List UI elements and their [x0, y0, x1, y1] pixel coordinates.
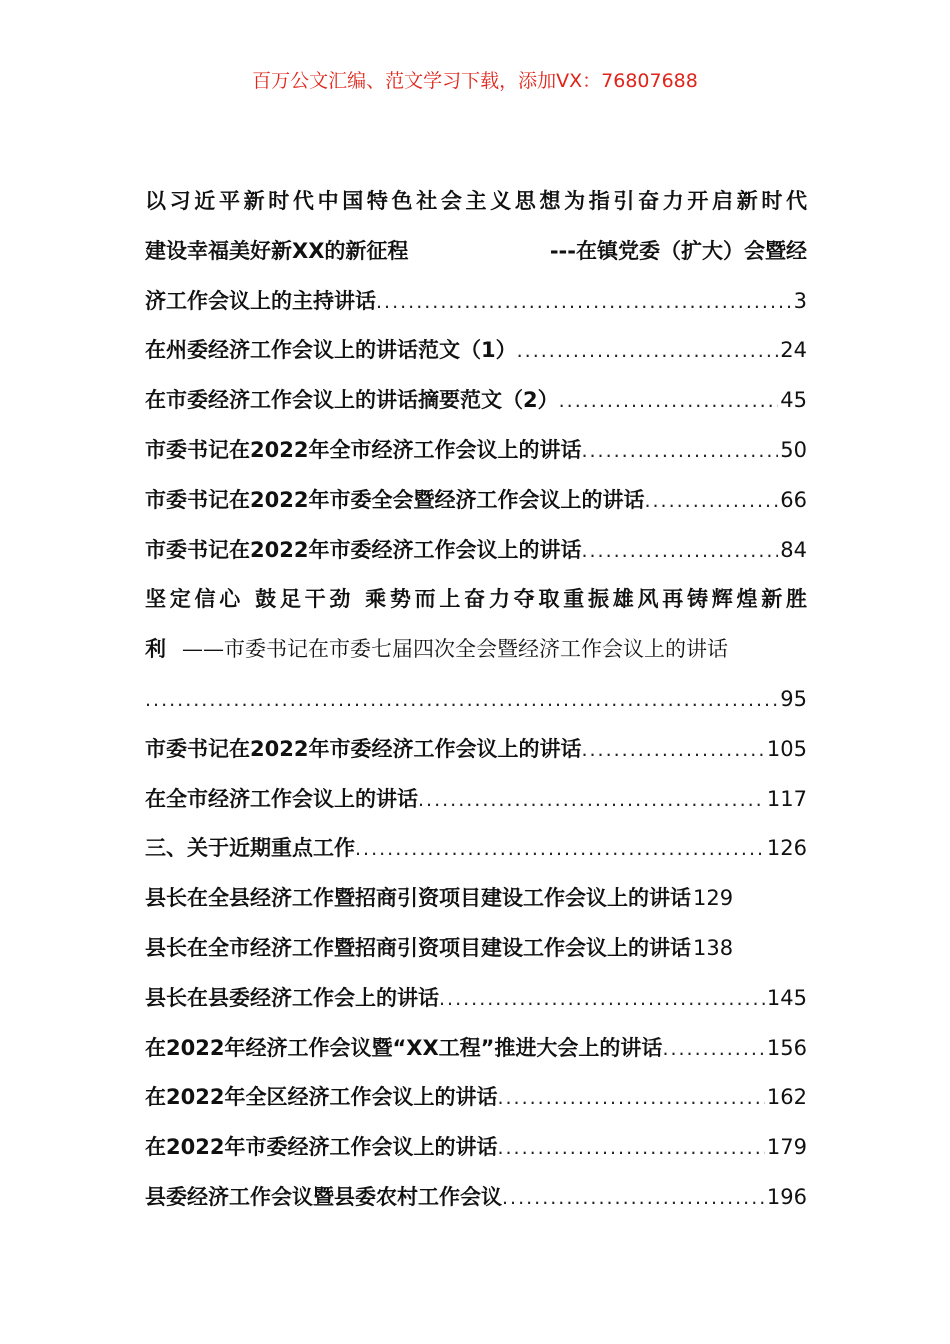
page-number: 105 [766, 736, 807, 761]
page-number: 66 [780, 487, 807, 512]
page-number: 3 [793, 288, 807, 313]
toc-entry-title: 在市委经济工作会议上的讲话摘要范文（2） [145, 388, 559, 413]
toc-entry-title: 在全市经济工作会议上的讲话 [145, 786, 418, 811]
page-number: 138 [693, 935, 734, 960]
toc-entry-title: 济工作会议上的主持讲话 [145, 288, 376, 313]
toc-entry-line[interactable] [145, 177, 807, 227]
toc-entry[interactable] [145, 974, 807, 1024]
page-number: 84 [780, 537, 807, 562]
toc-entry[interactable] [145, 376, 807, 426]
leader-dots [418, 776, 765, 825]
page-number: 129 [693, 886, 734, 911]
toc-entry-line[interactable] [145, 625, 807, 675]
leader-dots [581, 427, 778, 476]
leader-dots [497, 1074, 764, 1123]
page-number: 24 [780, 338, 807, 363]
toc-entry-line[interactable] [145, 227, 807, 277]
page-number: 156 [766, 1035, 807, 1060]
toc-entry[interactable] [145, 924, 807, 974]
leader-dots [559, 377, 779, 426]
toc-entry-line[interactable] [145, 675, 807, 725]
toc-entry[interactable] [145, 476, 807, 526]
leader-dots [355, 825, 765, 874]
leader-dots [581, 726, 764, 775]
page-number: 117 [766, 786, 807, 811]
toc-entry[interactable] [145, 1073, 807, 1123]
watermark-header: 百万公文汇编、范文学习下载，添加VX：76807688 [252, 70, 698, 92]
toc-entry[interactable] [145, 1173, 807, 1223]
toc-entry-title: 县委经济工作会议暨县委农村工作会议 [145, 1184, 502, 1209]
toc-entry-title: 县长在全市经济工作暨招商引资项目建设工作会议上的讲话 [145, 935, 691, 960]
table-of-contents [145, 177, 807, 1223]
leader-dots [497, 1124, 764, 1173]
toc-entry-title: 在2022年经济工作会议暨“XX工程”推进大会上的讲话 [145, 1035, 663, 1060]
toc-entry-title: 三、关于近期重点工作 [145, 836, 355, 861]
toc-entry-title: 县长在县委经济工作会上的讲话 [145, 985, 439, 1010]
toc-entry-title: 市委书记在2022年市委经济工作会议上的讲话 [145, 736, 582, 761]
leader-dots [581, 527, 778, 576]
page-number: 126 [766, 836, 807, 861]
toc-entry[interactable] [145, 326, 807, 376]
toc-entry-title: 坚定信心 鼓足干劲 乘势而上奋力夺取重振雄风再铸辉煌新胜 [145, 587, 807, 612]
toc-entry-title: 在2022年全区经济工作会议上的讲话 [145, 1085, 498, 1110]
toc-entry-subtitle: ---在镇党委（扩大）会暨经 [549, 238, 807, 263]
page-number: 95 [780, 686, 807, 711]
leader-dots [502, 1174, 765, 1223]
toc-entry-title: 市委书记在2022年全市经济工作会议上的讲话 [145, 437, 582, 462]
toc-entry[interactable] [145, 1123, 807, 1173]
toc-entry[interactable] [145, 874, 807, 924]
toc-entry-subtitle: ——市委书记在市委七届四次全会暨经济工作会议上的讲话 [182, 637, 728, 662]
toc-entry[interactable] [145, 775, 807, 825]
page-number: 145 [766, 985, 807, 1010]
toc-entry-line[interactable] [145, 277, 807, 327]
leader-dots [376, 278, 792, 327]
leader-dots [644, 477, 778, 526]
toc-entry-title: 市委书记在2022年市委经济工作会议上的讲话 [145, 537, 582, 562]
toc-entry[interactable] [145, 824, 807, 874]
toc-entry[interactable] [145, 725, 807, 775]
page-number: 162 [766, 1085, 807, 1110]
toc-entry-title: 市委书记在2022年市委全会暨经济工作会议上的讲话 [145, 487, 645, 512]
toc-entry[interactable] [145, 426, 807, 476]
page-number: 50 [780, 437, 807, 462]
leader-dots [439, 975, 765, 1024]
toc-entry[interactable] [145, 526, 807, 576]
toc-entry-title: 县长在全县经济工作暨招商引资项目建设工作会议上的讲话 [145, 886, 691, 911]
leader-dots [145, 676, 778, 725]
page-number: 179 [766, 1135, 807, 1160]
toc-entry-title: 以习近平新时代中国特色社会主义思想为指引奋力开启新时代 [145, 189, 807, 213]
toc-entry[interactable] [145, 1024, 807, 1074]
leader-dots [662, 1025, 764, 1074]
toc-entry-title: 在州委经济工作会议上的讲话范文（1） [145, 338, 517, 363]
toc-entry-title: 利 [145, 637, 166, 662]
toc-entry-line[interactable] [145, 575, 807, 625]
toc-entry-title: 在2022年市委经济工作会议上的讲话 [145, 1135, 498, 1160]
leader-dots [517, 327, 779, 376]
page-number: 45 [780, 388, 807, 413]
toc-entry-title: 建设幸福美好新XX的新征程 [145, 238, 409, 263]
page-number: 196 [766, 1184, 807, 1209]
